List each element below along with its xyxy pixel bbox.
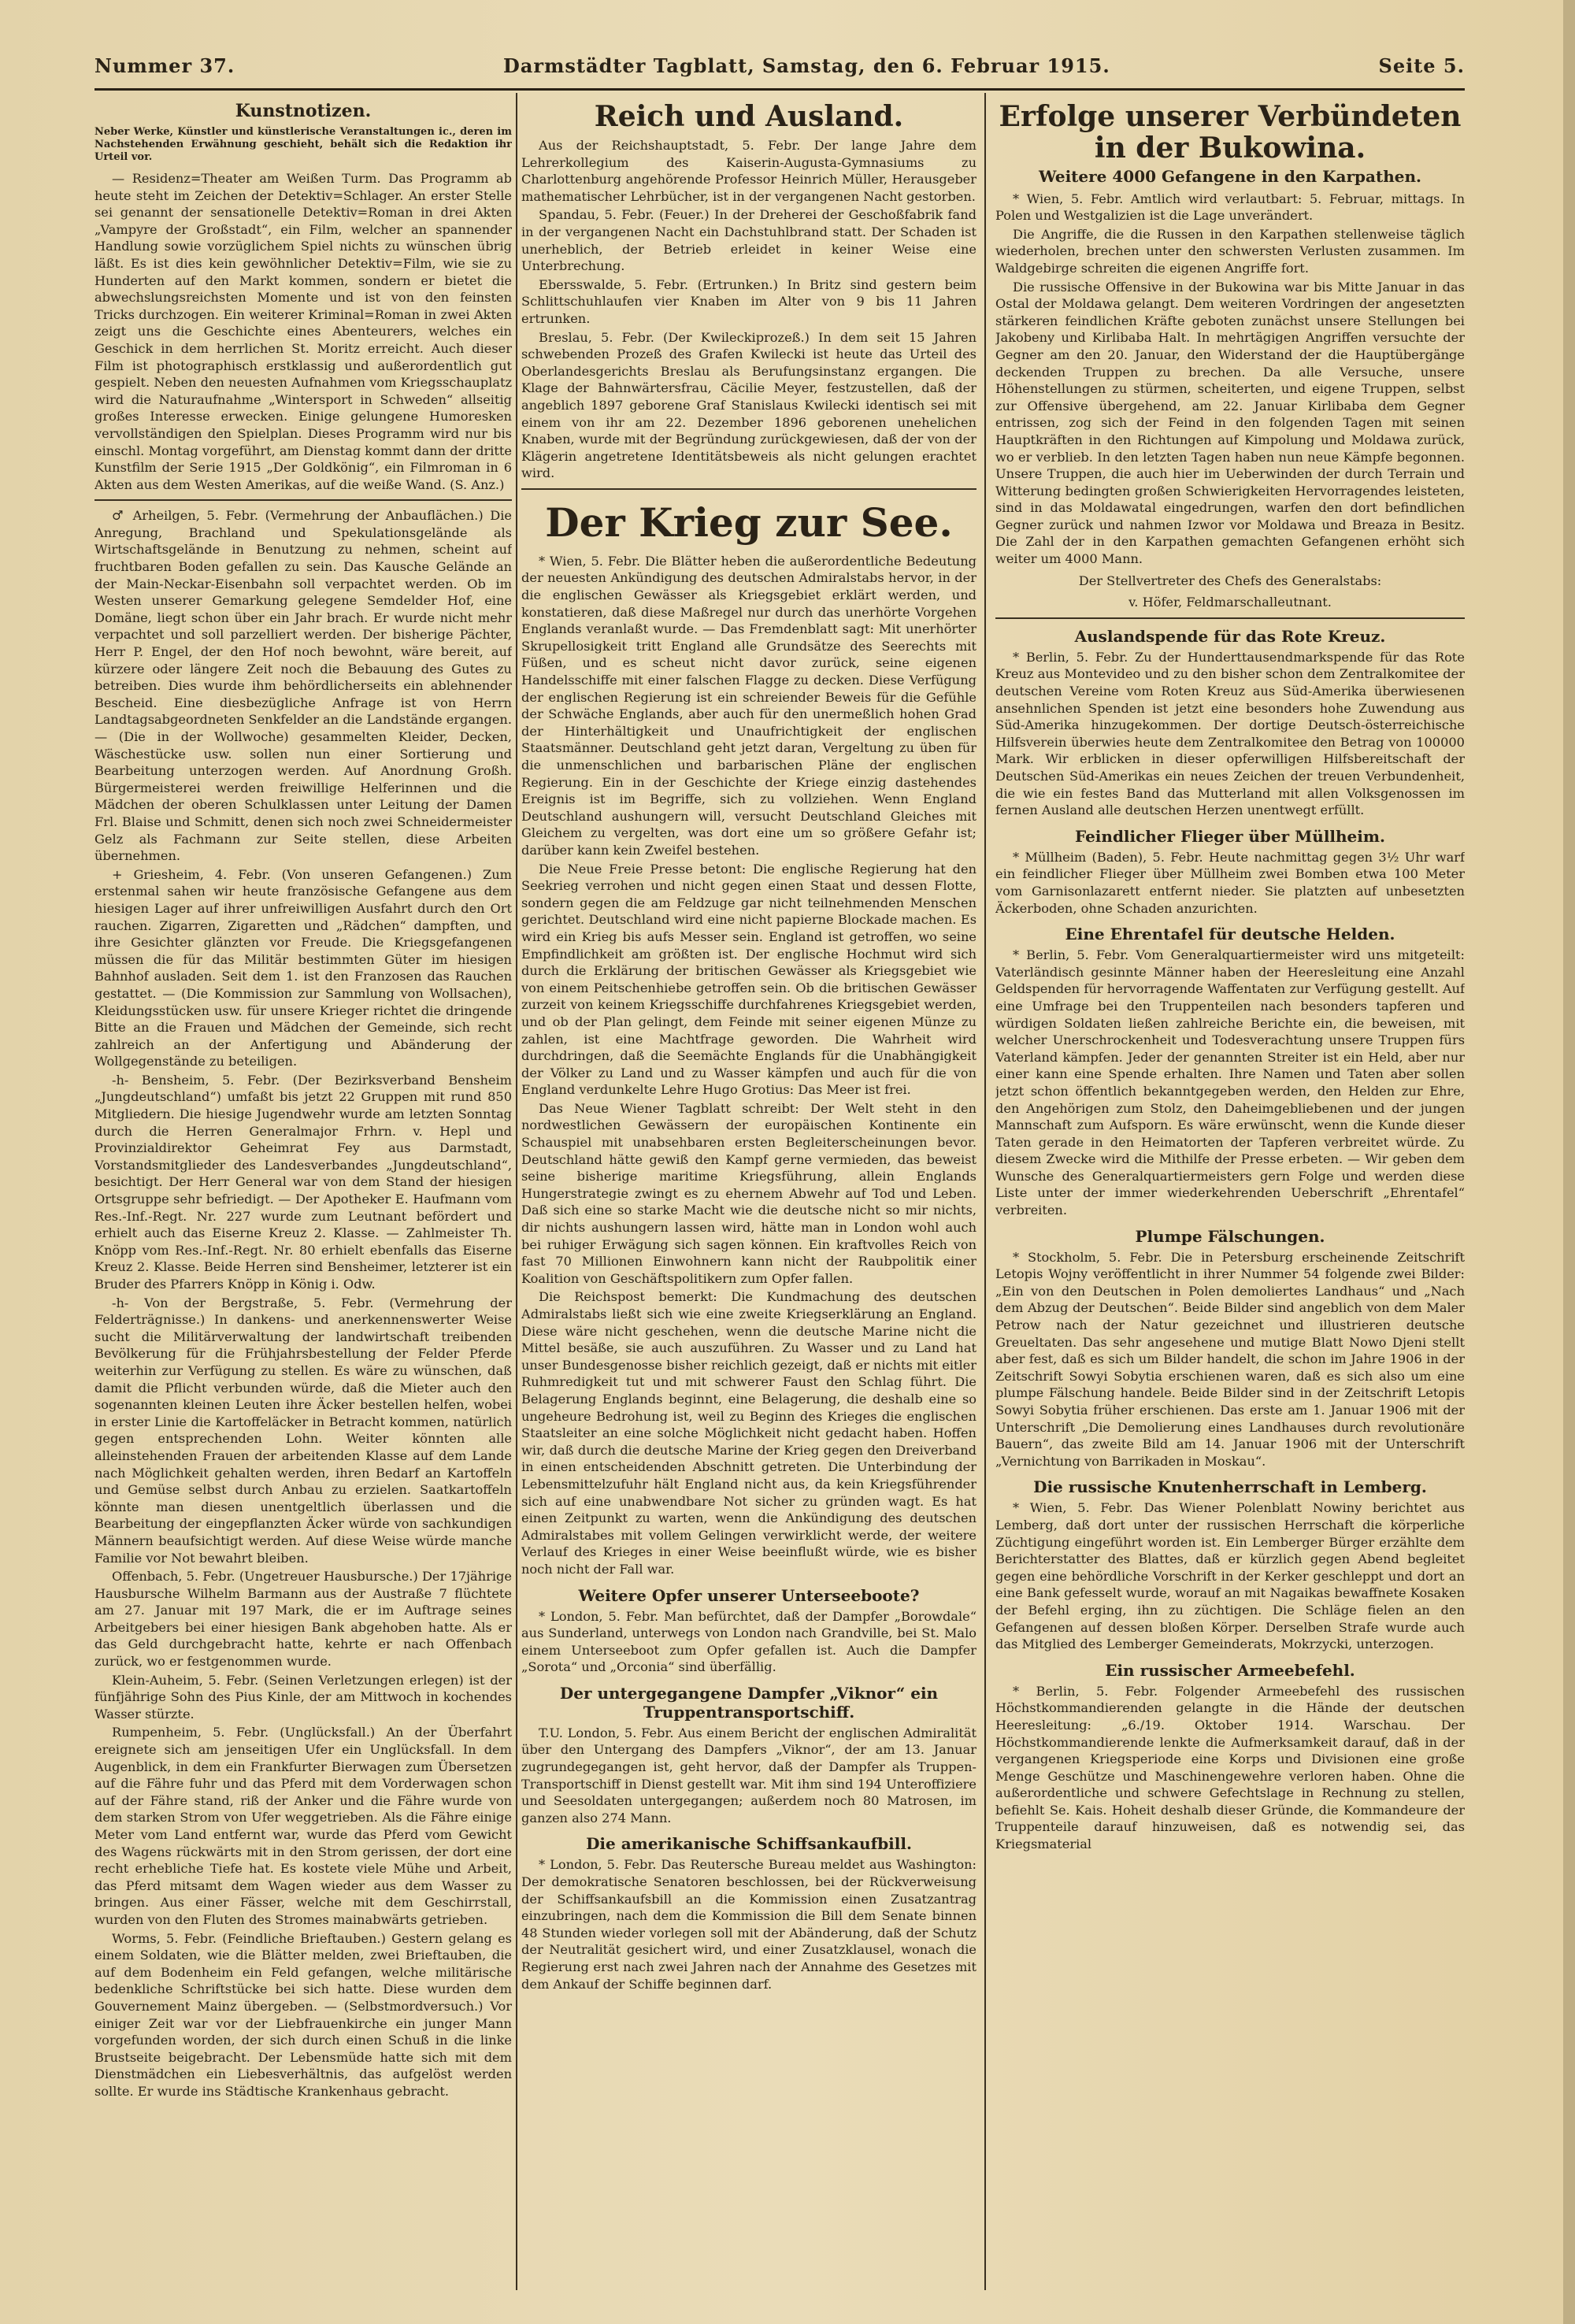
article-paragraph: Das Neue Wiener Tagblatt schreibt: Der Welt steht in den nordwestlichen Gewässern der europäischen Kontinente ein Schauspiel mit unabsehbaren ersten Begleiterscheinungen bevor. Deutschland hätte gewiß den Kampf gerne vermieden, das beweist seine bisherige maritime Kriegsführung, allein Englands Hungerstrategie zwingt es zu ehernem Abwehr auf Tod und Leben. Daß sich eine so starke Macht wie die deutsche nicht so mir nichts, dir nichts aushungern lassen wird, hätte man in London wohl auch bei ruhiger Erwägung sich sagen können. Ein kraftvolles Reich von fast 70 Millionen Einwohnern kann nicht der Raubpolitik einer Koalition von Geschäftspolitikern zum Opfer fallen. — [521, 1100, 976, 1286]
issue-number: Nummer 37. — [94, 54, 235, 77]
article-heading: Die amerikanische Schiffsankaufbill. — [586, 1834, 912, 1854]
article-paragraph: * Stockholm, 5. Febr. Die in Petersburg erscheinende Zeitschrift Letopis Wojny veröffentlicht in ihrer Nummer 54 folgende zwei Bilder: „Ein von den Deutschen in Polen demoliertes Landhaus“ und „Nach dem Abzug der Deutschen“. Beide Bilder sind angeblich von dem Maler Petrow nach der Natur gezeichnet und illustrieren deutsche Greueltaten. Das sehr angesehene und mutige Blatt Nowo Djeni stellt aber fest, daß es sich um Bilder handelt, die schon im Jahre 1906 in der Zeitschrift Sowyi Sobytia erschienen waren, daß es sich also um eine plumpe Fälschung handele. Beide Bilder sind in der Zeitschrift Letopis Sowyi Sobytia früher erschienen. Das erste am 1. Januar 1906 mit der Unterschrift „Die Demolierung eines Landhauses durch revolutionäre Bauern“, das zweite Bild am 14. Januar 1906 mit der Unterschrift „Vernichtung von Barrikaden in Moskau“. — [995, 1249, 1465, 1469]
masthead — [94, 47, 1465, 83]
article-paragraph: — Residenz=Theater am Weißen Turm. Das Programm ab heute steht im Zeichen der Detektiv=Schlager. An erster Stelle sei genannt der sensationelle Detektiv=Roman in drei Akten „Vampyre der Großstadt“, ein Film, welcher an spannender Handlung sowie vorzüglichem Spiel nichts zu wünschen übrig läßt. Es ist dies kein gewöhnlicher Detektiv=Film, wie sie zu Hunderten auf den Markt kommen, sondern er bietet die abwechslungsreichsten Momente und ist von den feinsten Tricks durchzogen. Ein weiterer Kriminal=Roman in zwei Akten zeigt uns die Geschichte eines Abenteurers, welches ein Geschick in dem herrlichen St. Moritz erreicht. Auch dieser Film ist photographisch erstklassig und außerordentlich gut gespielt. Neben den neuesten Aufnahmen vom Kriegsschauplatz wird die Naturaufnahme „Wintersport in Schweden“ allseitig großes Interesse erwecken. Einige gelungene Humoresken vervollständigen den Spielplan. Dieses Programm wird nur bis einschl. Montag vorgeführt, am Dienstag kommt dann der dritte Kunstfilm der Serie 1915 „Der Goldkönig“, ein Filmroman in 6 Akten aus dem Westen Amerikas, auf die weiße Wand. (S. Anz.) — [94, 171, 512, 492]
article-paragraph: Rumpenheim, 5. Febr. (Unglücksfall.) An der Überfahrt ereignete sich am jenseitigen Ufer ein Unglücksfall. In dem Augenblick, in dem ein Frankfurter Bierwagen zum Übersetzen auf die Fähre fuhr und das Pferd mit dem Vorderwagen schon auf der Fähre stand, riß der Anker und die Fähre wurde von dem starken Strom von Ufer weggetrieben. Als die Fähre einige Meter vom Land entfernt war, wurde das Pferd vom Gewicht des Wagens rückwärts mit in den Strom gerissen, der dort eine recht erhebliche Tiefe hat. Es kostete viele Mühe und Arbeit, das Pferd mitsamt dem Wagen wieder aus dem Wasser zu bringen. Aus einer Fässer, welche mit dem Geschirrstall, wurden von den Fluten des Stromes mainabwärts getrieben. — [94, 1725, 512, 1927]
article-heading: Der untergegangene Dampfer „Viknor“ ein Truppentransportschiff. — [559, 1683, 939, 1722]
article-paragraph: Die Angriffe, die die Russen in den Karpathen stellenweise täglich wiederholen, brechen unter den schwersten Verlusten zusammen. Im Waldgebirge schreiten die eigenen Angriffe fort. — [995, 226, 1465, 276]
page-number: Seite 5. — [1378, 54, 1465, 77]
article-paragraph: * London, 5. Febr. Das Reutersche Bureau meldet aus Washington: Der demokratische Senatoren beschlossen, bei der Rückverweisung der Schiffsankaufsbill an die Kommission einen Zusatzantrag einzubringen, nach dem die Kommission die Bill dem Senate binnen 48 Stunden wieder vorlegen soll mit der Abänderung, daß der Schutz der Neutralität gesichert wird, und einer Zusatzklausel, wonach die Regierung erst nach zwei Jahren nach der Annahme des Gesetzes mit dem Ankauf der Schiffe beginnen darf. — [521, 1857, 976, 1992]
column-divider — [984, 93, 986, 2290]
column-middle — [521, 96, 976, 2285]
signature-line: Der Stellvertreter des Chefs des Generalstabs: — [1078, 573, 1382, 588]
article-paragraph: -h- Bensheim, 5. Febr. (Der Bezirksverband Bensheim „Jungdeutschland“) umfaßt bis jetzt 22 Gruppen mit rund 850 Mitgliedern. Die hiesige Jugendwehr wurde am letzten Sonntag durch die Herren Generalmajor Frhrn. v. Hepl und Provinzialdirektor Geheimrat Fey aus Darmstadt, Vorstandsmitglieder des Landesverbandes „Jungdeutschland“, besichtigt. Der Herr General war von dem Stand der hiesigen Ortsgruppe sehr befriedigt. — Der Apotheker E. Haufmann vom Res.-Inf.-Regt. Nr. 227 wurde zum Leutnant befördert und erhielt auch das Eiserne Kreuz 2. Klasse. — Zahlmeister Th. Knöpp vom Res.-Inf.-Regt. Nr. 80 erhielt ebenfalls das Eiserne Kreuz 2. Klasse. Beide Herren sind Bensheimer, letzterer ist ein Bruder des Pfarrers Knöpp in König i. Odw. — [94, 1072, 512, 1292]
page-edge — [1563, 0, 1575, 2324]
article-paragraph: Offenbach, 5. Febr. (Ungetreuer Hausbursche.) Der 17jährige Hausbursche Wilhelm Barmann aus der Austraße 7 flüchtete am 27. Januar mit 197 Mark, die er im Auftrage seines Arbeitgebers bei einer hiesigen Bank abgehoben hatte. Als er das Geld durchgebracht hatte, kehrte er nach Offenbach zurück, wo er festgenommen wurde. — [94, 1569, 512, 1670]
editorial-note: Neber Werke, Künstler und künstlerische Veranstaltungen ic., deren im Nachstehenden Erwähnung geschieht, behält sich die Redaktion ihr Urteil vor. — [94, 126, 512, 163]
article-paragraph: Breslau, 5. Febr. (Der Kwileckiprozeß.) In dem seit 15 Jahren schwebenden Prozeß des Grafen Kwilecki ist heute das Urteil des Oberlandesgerichts Breslau als Berufungsinstanz ergangen. Die Klage der Bahnwärtersfrau, Cäcilie Meyer, festzustellen, daß der angeblich 1897 geborene Graf Stanislaus Kwilecki identisch sei mit einem von ihr am 22. Dezember 1896 geborenen unehelichen Knaben, wurde mit der Begründung zurückgewiesen, daß der von der Klägerin angetretene Identitätsbeweis als nicht gelungen erachtet wird. — [521, 329, 976, 481]
column-divider — [516, 93, 517, 2290]
article-paragraph: * London, 5. Febr. Man befürchtet, daß der Dampfer „Borowdale“ aus Sunderland, unterwegs von London nach Grandville, bei St. Malo einem Unterseeboot zum Opfer gefallen ist. Auch die Dampfer „Sorota“ und „Orconia“ sind überfällig. — [521, 1608, 976, 1675]
section-subheading: Weitere 4000 Gefangene in den Karpathen. — [1039, 167, 1421, 186]
divider — [94, 499, 512, 501]
article-paragraph: Die Neue Freie Presse betont: Die englische Regierung hat den Seekrieg verrohen und nicht gegen einen Staat und dessen Flotte, sondern gegen die am Feldzuge gar nicht teilnehmenden Menschen gerichtet. Deutschland wird eine nicht papierne Blockade machen. Es wird ein Krieg bis aufs Messer sein. England ist getroffen, wo seine Empfindlichkeit am größten ist. Der englische Hochmut wird sich durch die Erklärung der britischen Gewässer als Kriegsgebiet wie von einem Peitschenhiebe getroffen sein. Ob die britischen Gewässer zurzeit von keinem Kriegsschiffe durchfahrenes Kriegsgebiet werden, und ob der Plan gelingt, dem Feinde mit seiner eigenen Münze zu zahlen, ist eine Machtfrage geworden. Die Wahrheit wird durchdringen, daß die Seemächte Englands für die Unabhängigkeit der Völker zu Land und zu Wasser kämpfen und auch für die von England verdunkelte Lehre Hugo Grotius: Das Meer ist frei. — [521, 861, 976, 1098]
article-heading: Ein russischer Armeebefehl. — [1105, 1660, 1355, 1680]
section-heading: Der Krieg zur See. — [545, 499, 953, 546]
article-heading: Die russische Knutenherrschaft in Lemberg. — [1033, 1477, 1427, 1497]
article-paragraph: * Wien, 5. Febr. Die Blätter heben die außerordentliche Bedeutung der neuesten Ankündigung des deutschen Admiralstabs hervor, in der die englischen Gewässer als Kriegsgebiet erklärt werden, und konstatieren, daß diese Maßregel nur durch das unerhörte Vorgehen Englands veranlaßt wurde. — Das Fremdenblatt sagt: Mit unerhörter Skrupellosigkeit tritt England alle Grundsätze des Seerechts mit Füßen, und es scheut nicht davor zurück, seine eigenen Handelsschiffe mit einer falschen Flagge zu decken. Diese Verfügung der englischen Regierung ist ein schreiender Beweis für die Gefühle der Schwäche Englands, aber auch für den unermeßlich hohen Grad der Hinterhältigkeit und Unaufrichtigkeit der englischen Staatsmänner. Deutschland geht jetzt daran, Vergeltung zu üben für die unmenschlichen und barbarischen Pläne der englischen Regierung. Ein in der Geschichte der Kriege einzig dastehendes Ereignis ist im Begriffe, sich zu vollziehen. Wenn England Deutschland aushungern will, versucht Deutschland Gleiches mit Gleichem zu vergelten, was dort eine um so größere Gefahr ist; darüber kann kein Zweifel bestehen. — [521, 553, 976, 858]
newspaper-title-date: Darmstädter Tagblatt, Samstag, den 6. Februar 1915. — [503, 54, 1110, 77]
article-paragraph: * Müllheim (Baden), 5. Febr. Heute nachmittag gegen 3½ Uhr warf ein feindlicher Flieger über Müllheim zwei Bomben etwa 100 Meter vom Garnisonlazarett entfernt nieder. Sie platzten auf unbesetzten Äckerboden, ohne Schaden anzurichten. — [995, 849, 1465, 916]
article-paragraph: * Wien, 5. Febr. Das Wiener Polenblatt Nowiny berichtet aus Lemberg, daß dort unter der russischen Herrschaft die körperliche Züchtigung eingeführt worden ist. Ein Lemberger Bürger erzählte dem Berichterstatter des Blattes, daß er kürzlich gegen Abend begleitet gegen eine behördliche Vorschrift in der Kerker geschleppt und dort an eine Bank gefesselt wurde, worauf an mit Nagaikas bewaffnete Kosaken der Befehl erging, ihn zu züchtigen. Die Schläge fielen an den Gefangenen auf dessen bloßen Körper. Derselben Strafe wurde auch das Mitglied des Lemberger Gemeinderats, Mokrzycki, unterzogen. — [995, 1500, 1465, 1652]
section-heading: Reich und Ausland. — [594, 100, 904, 133]
signature-name: v. Höfer, Feldmarschalleutnant. — [1128, 595, 1332, 610]
article-heading: Plumpe Fälschungen. — [1135, 1226, 1325, 1246]
article-paragraph: * Wien, 5. Febr. Amtlich wird verlautbart: 5. Februar, mittags. In Polen und Westgalizien ist die Lage unverändert. — [995, 191, 1465, 224]
column-left — [94, 96, 512, 2285]
article-paragraph: T.U. London, 5. Febr. Aus einem Bericht der englischen Admiralität über den Untergang des Dampfers „Viknor“, der am 13. Januar zugrundegegangen ist, geht hervor, daß der Dampfer als Truppen-Transportschiff in Dienst gestellt war. Mit ihm sind 194 Unteroffiziere und Seesoldaten untergegangen; außerdem noch 80 Matrosen, im ganzen also 274 Mann. — [521, 1725, 976, 1825]
article-paragraph: Die russische Offensive in der Bukowina war bis Mitte Januar in das Ostal der Moldawa gelangt. Dem weiteren Vordringen der angesetzten stärkeren feindlichen Kräfte geboten zunächst unsere Stellungen bei Jakobeny und Kirlibaba Halt. In mehrtägigen Angriffen versuchte der Gegner am den 20. Januar, den Widerstand der die Hauptübergänge deckenden Truppen zu brechen. Da alle Versuche, unsere Höhenstellungen zu stürmen, scheiterten, und eigene Truppen, selbst zur Offensive übergehend, am 22. Januar Kirlibaba dem Gegner entrissen, zog sich der Feind in den folgenden Tagen mit seinen Hauptkräften in den Richtungen auf Kimpolung und Moldawa zurück, wo er verblieb. In den letzten Tagen haben nun neue Kämpfe begonnen. Unsere Truppen, die auch hier im Ueberwinden der durch Terrain und Witterung bedingten großen Schwierigkeiten Hervorragendes leisteten, sind in das Moldawatal eingedrungen, warfen den dort befindlichen Gegner zurück und nahmen Izwor vor Moldawa und Breaza in Besitz. Die Zahl der in den Karpathen gemachten Gefangenen erhöht sich weiter um 4000 Mann. — [995, 279, 1465, 567]
article-paragraph: -h- Von der Bergstraße, 5. Febr. (Vermehrung der Felderträgnisse.) In dankens- und anerkennenswerter Weise sucht die Militärverwaltung der landwirtschaft treibenden Bevölkerung für die Frühjahrsbestellung der Felder Pferde weiterhin zur Verfügung zu stellen. Es wäre zu wünschen, daß damit die Pflicht verbunden würde, daß die Mieter auch den sogenannten kleinen Leuten ihre Äcker bestellen helfen, wobei in erster Linie die Kartoffeläcker in Betracht kommen, natürlich gegen entsprechenden Lohn. Weiter könnten alle alleinstehenden Frauen der arbeitenden Klasse auf dem Lande nach Möglichkeit gehalten werden, ihren Bedarf an Kartoffeln und Gemüse selbst durch Anbau zu erzielen. Saatkartoffeln könnte man diesen unentgeltlich überlassen und die Bearbeitung der eingepflanzten Äcker würde von sachkundigen Männern beaufsichtigt werden. Auf diese Weise würde manche Familie vor Not bewahrt bleiben. — [94, 1295, 512, 1566]
article-paragraph: Klein-Auheim, 5. Febr. (Seinen Verletzungen erlegen) ist der fünfjährige Sohn des Pius Kinle, der am Mittwoch in kochendes Wasser stürzte. — [94, 1672, 512, 1722]
divider — [521, 488, 976, 490]
column-right — [995, 96, 1465, 2285]
article-paragraph: ♂ Arheilgen, 5. Febr. (Vermehrung der Anbauflächen.) Die Anregung, Brachland und Spekulationsgelände als Wirtschaftsgelände in Benutzung zu nehmen, scheint auf fruchtbaren Boden gefallen zu sein. Das Kausche Gelände an der Main-Neckar-Eisenbahn soll verpachtet werden. Ob im Westen unserer Gemarkung gelegene Semdelder Hof, eine Domäne, liegt schon über ein Jahr brach. Er wurde nicht mehr verpachtet und soll parzelliert werden. Der bisherige Pächter, Herr P. Engel, der den Hof noch bewohnt, wäre bereit, auf kürzere oder längere Zeit noch die Bebauung des Gutes zu betreiben. Dies wurde ihm behördlicherseits ein ablehnender Bescheid. Eine diesbezügliche Anfrage ist von Herrn Landtagsabgeordneten Senkfelder an die Landstände ergangen. — (Die in der Wollwoche) gesammelten Kleider, Decken, Wäschestücke usw. sollen nun einer Sortierung und Bearbeitung unterzogen werden. Auf Anordnung Großh. Bürgermeisterei werden freiwillige Helferinnen und die Mädchen der oberen Schulklassen unter Leitung der Damen Frl. Blaise und Schmitt, denen sich noch zwei Schneidermeister Gelz als Fachmann zur Seite stellen, diese Arbeiten übernehmen. — [94, 508, 512, 864]
article-paragraph: Spandau, 5. Febr. (Feuer.) In der Dreherei der Geschoßfabrik fand in der vergangenen Nacht ein Dachstuhlbrand statt. Der Schaden ist unerheblich, der Betrieb erleidet in keiner Weise eine Unterbrechung. — [521, 207, 976, 274]
divider — [995, 617, 1465, 619]
article-paragraph: Die Reichspost bemerkt: Die Kundmachung des deutschen Admiralstabs ließt sich wie eine zweite Kriegserklärung an England. Diese wäre nicht geschehen, wenn die deutsche Marine nicht die Mittel besäße, sie auch auszuführen. Zu Wasser und zu Land hat unser Bundesgenosse bisher reichlich gezeigt, daß er nichts mit eitler Ruhmredigkeit tut und mit schwerer Faust den Schlag führt. Die Belagerung Englands beginnt, eine Belagerung, die deshalb eine so ungeheure Bedrohung ist, weil zu Beginn des Krieges die englischen Staatsleiter an eine solche Möglichkeit nicht gedacht haben. Hoffen wir, daß durch die deutsche Marine der Krieg gegen den Dreiverband in einen entscheidenden Abschnitt getreten. Die Unterbindung der Lebensmittelzufuhr hält England nicht aus, da kein Kriegsführender sich auf eine unabwendbare Not sicher zu gründen wagt. Es hat einen Zeitpunkt zu warten, wenn die Ankündigung des deutschen Admiralstabes mit vollem Gelingen verwirklicht werde, der weitere Verlauf des Krieges in einer Weise beeinflußt würde, wie es bisher noch nicht der Fall war. — [521, 1289, 976, 1577]
article-heading: Eine Ehrentafel für deutsche Helden. — [1065, 925, 1395, 944]
article-paragraph: Aus der Reichshauptstadt, 5. Febr. Der lange Jahre dem Lehrerkollegium des Kaiserin-Augusta-Gymnasiums zu Charlottenburg angehörende Professor Heinrich Müller, Herausgeber mathematischer Lehrbücher, ist in der vergangenen Nacht gestorben. — [521, 138, 976, 204]
article-paragraph: * Berlin, 5. Febr. Vom Generalquartiermeister wird uns mitgeteilt: Vaterländisch gesinnte Männer haben der Heeresleitung eine Anzahl Geldspenden für hervorragende Waffentaten zur Verfügung gestellt. Auf eine Umfrage bei den Truppenteilen nach besonders tapferen und würdigen Soldaten ließen zahlreiche Berichte ein, die beweisen, mit welcher Unerschrockenheit und Todesverachtung unsere Truppen fürs Vaterland kämpfen. Jeder der genannten Streiter ist ein Held, aber nur einer kann eine Spende erhalten. Ihre Namen und Taten aber sollen jetzt schon öffentlich bekanntgegeben werden, den Helden zur Ehre, den Angehörigen zum Stolz, den Daheimgebliebenen und der jungen Mannschaft zum Aufsporn. Es wäre erwünscht, wenn die Kunde dieser Taten gerade in den Heimatorten der Tapferen verbreitet würde. Zu diesem Zwecke wird die Mithilfe der Presse erbeten. — Wir geben dem Wunsche des Generalquartiermeisters gern Folge und werden diese Liste unter der immer wiederkehrenden Ueberschrift „Ehrentafel“ verbreiten. — [995, 947, 1465, 1218]
section-heading: Erfolge unserer Verbündeten in der Bukowina. — [999, 100, 1462, 165]
article-paragraph: Worms, 5. Febr. (Feindliche Brieftauben.) Gestern gelang es einem Soldaten, wie die Blätter melden, zwei Brieftauben, die auf dem Bodenheim ein Feld gefangen, welche militärische bedenkliche Schriftstücke bei sich hatte. Diese wurden dem Gouvernement Mainz übergeben. — (Selbstmordversuch.) Vor einiger Zeit war vor der Liebfrauenkirche ein junger Mann vorgefunden worden, der sich durch einen Schuß in die linke Brustseite beigebracht. Der Lebensmüde hatte sich mit dem Dienstmädchen ein Liebesverhältnis, das aufgelöst werden sollte. Er wurde ins Städtische Krankenhaus gebracht. — [94, 1930, 512, 2099]
article-paragraph: Ebersswalde, 5. Febr. (Ertrunken.) In Britz sind gestern beim Schlittschuhlaufen vier Knaben im Alter von 9 bis 11 Jahren ertrunken. — [521, 276, 976, 326]
article-paragraph: + Griesheim, 4. Febr. (Von unseren Gefangenen.) Zum erstenmal sahen wir heute französische Gefangene aus dem hiesigen Lager auf ihrer unfreiwilligen Ausfahrt durch den Ort rauchen. Zigarren, Zigaretten und „Rädchen“ dampften, und ihre Gesichter glänzten vor Freude. Die Kriegsgefangenen müssen die für das Militär bestimmten Güter im hiesigen Bahnhof ausladen. Seit dem 1. ist den Franzosen das Rauchen gestattet. — (Die Kommission zur Sammlung von Wollsachen), Kleidungsstücken usw. für unsere Krieger richtet die dringende Bitte an die Frauen und Mädchen der Gemeinde, sich recht zahlreich an der Anfertigung und Abänderung der Wollgegenstände zu beteiligen. — [94, 866, 512, 1069]
article-heading: Weitere Opfer unserer Unterseeboote? — [578, 1585, 920, 1605]
article-heading: Feindlicher Flieger über Müllheim. — [1074, 826, 1386, 846]
section-heading: Kunstnotizen. — [235, 101, 372, 121]
article-paragraph: * Berlin, 5. Febr. Folgender Armeebefehl des russischen Höchstkommandierenden gelangte in die Hände der deutschen Heeresleitung: „6./19. Oktober 1914. Warschau. Der Höchstkommandierende lenkte die Aufmerksamkeit darauf, daß in der vergangenen Kriegsperiode eine Korps und Divisionen eine große Menge Geschütze und Maschinengewehre verloren haben. Ohne die außerordentliche und schwere Gefechtslage in Rechnung zu stellen, befiehlt Se. Kais. Hoheit deshalb dieser Gründe, die Kommandeure der Truppenteile darauf hinzuweisen, daß es notwendig sei, das Kriegsmaterial — [995, 1683, 1465, 1852]
article-paragraph: * Berlin, 5. Febr. Zu der Hunderttausendmarkspende für das Rote Kreuz aus Montevideo und zu den bisher schon dem Zentralkomitee der deutschen Vereine vom Roten Kreuz aus Süd-Amerika überwiesenen ansehnlichen Spenden ist jetzt eine besonders hohe Zuwendung aus Süd-Amerika hinzugekommen. Der dortige Deutsch-österreichische Hilfsverein überwies heute dem Zentralkomitee den Betrag von 100000 Mark. Wir erblicken in dieser opferwilligen Hilfsbereitschaft der Deutschen Süd-Amerikas ein neues Zeichen der treuen Verbundenheit, die wie ein festes Band das Mutterland mit allen Volksgenossen im fernen Ausland alle deutschen Herzen unentwegt erfüllt. — [995, 649, 1465, 818]
top-rule — [94, 88, 1465, 91]
article-heading: Auslandspende für das Rote Kreuz. — [1074, 626, 1386, 646]
